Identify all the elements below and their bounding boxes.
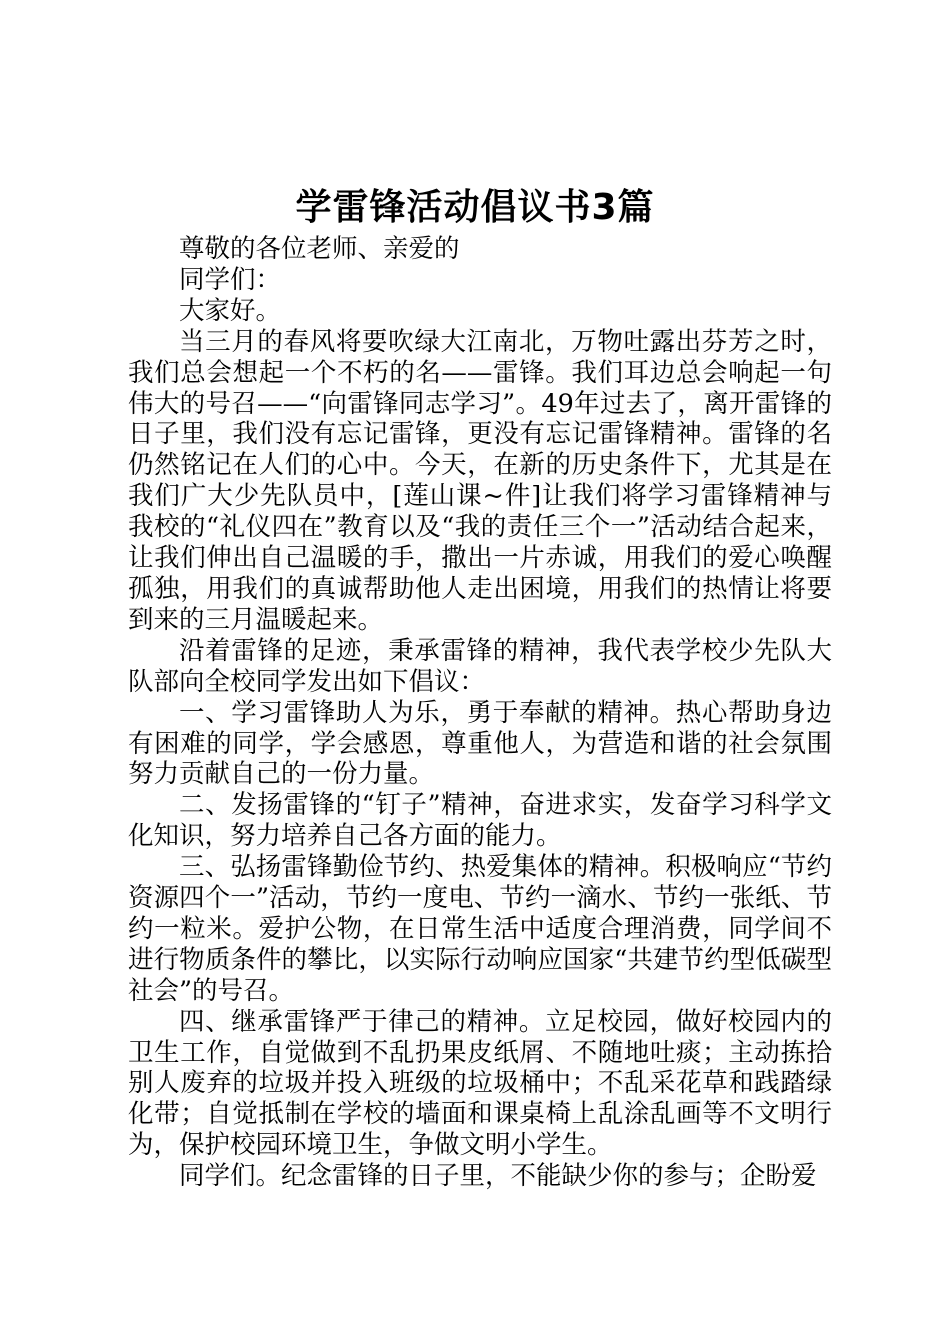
- paragraph-proposal: 沿着雷锋的足迹，秉承雷锋的精神，我代表学校少先队大队部向全校同学发出如下倡议：: [128, 635, 832, 697]
- paragraph-item-4: 四、继承雷锋严于律己的精神。立足校园，做好校园内的卫生工作，自觉做到不乱扔果皮纸屑、不随地吐痰；主动拣拾别人废弃的垃圾并投入班级的垃圾桶中；不乱采花草和践踏绿化带；自觉抵制在学校的墙面和课桌椅上乱涂乱画等不文明行为，保护校园环境卫生，争做文明小学生。: [128, 1006, 832, 1161]
- greeting: 大家好。: [179, 295, 282, 326]
- paragraph-intro: 当三月的春风将要吹绿大江南北，万物吐露出芬芳之时，我们总会想起一个不朽的名——雷锋。我们耳边总会响起一句伟大的号召——“向雷锋同志学习”。49年过去了，离开雷锋的日子里，我们没有忘记雷锋，更没有忘记雷锋精神。雷锋的名仍然铭记在人们的心中。今天，在新的历史条件下，尤其是在我们广大少先队员中，[莲山课~件]让我们将学习雷锋精神与我校的“礼仪四在”教育以及“我的责任三个一”活动结合起来，让我们伸出自己温暖的手，撒出一片赤诚，用我们的爱心唤醒孤独，用我们的真诚帮助他人走出困境，用我们的热情让将要到来的三月温暖起来。: [128, 326, 832, 635]
- document-body: [128, 234, 832, 1192]
- paragraph-item-2: 二、发扬雷锋的“钉子”精神，奋进求实，发奋学习科学文化知识，努力培养自己各方面的能力。: [128, 790, 832, 852]
- paragraph-item-3: 三、弘扬雷锋勤俭节约、热爱集体的精神。积极响应“节约资源四个一”活动，节约一度电、节约一滴水、节约一张纸、节约一粒米。爱护公物，在日常生活中适度合理消费，同学间不进行物质条件的攀比，以实际行动响应国家“共建节约型低碳型社会”的号召。: [128, 852, 832, 1006]
- paragraph-closing: 同学们。纪念雷锋的日子里，不能缺少你的参与；企盼爱: [179, 1161, 817, 1192]
- paragraph-item-1: 一、学习雷锋助人为乐，勇于奉献的精神。热心帮助身边有困难的同学，学会感恩，尊重他人，为营造和谐的社会氛围努力贡献自己的一份力量。: [128, 697, 832, 790]
- document-title: 学雷锋活动倡议书3篇: [295, 187, 655, 228]
- salutation-line-2: 同学们：: [179, 264, 282, 295]
- salutation-line-1: 尊敬的各位老师、亲爱的: [179, 234, 460, 264]
